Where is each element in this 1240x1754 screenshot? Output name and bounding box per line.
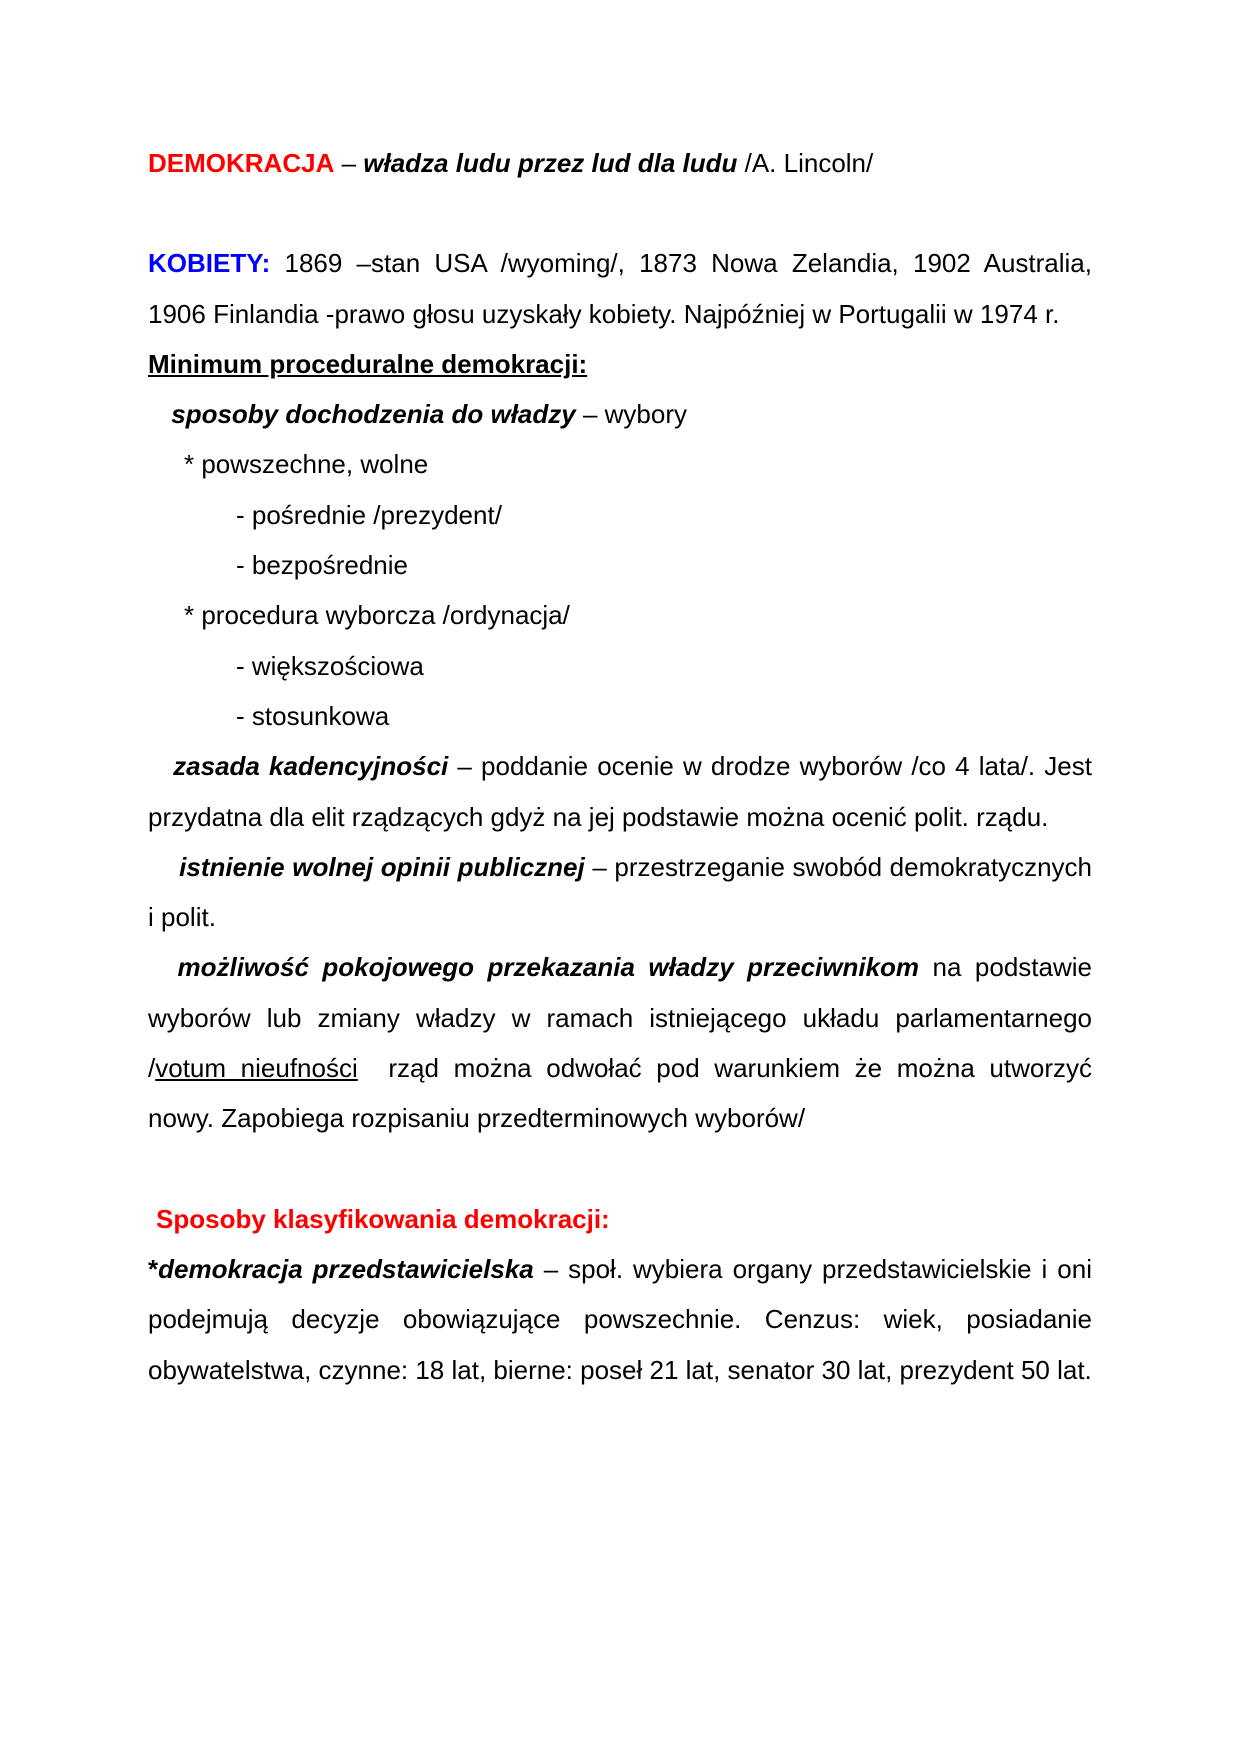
document-page [148,138,1092,1395]
definition-dash: – [334,148,364,178]
item4-rest3: rząd można odwołać pod warunkiem że można utworzyć nowy. Zapobiega rozpisaniu przedterminowych wyborów/ [148,1053,1092,1134]
item1-rest: – wybory [575,399,687,430]
item1-sub1a: - pośrednie /prezydent/ [236,499,502,530]
votum-nieufnosci: votum nieufności [155,1053,358,1084]
item3-term: istnienie wolnej opinii publicznej [179,851,585,882]
kobiety-paragraph [148,238,1092,339]
spacer [148,188,1092,238]
minimum-item-1 [148,389,1092,439]
klasyfikacja-paragraph [148,1244,1092,1395]
minimum-heading: Minimum proceduralne demokracji: [148,348,588,379]
minimum-item-2 [148,741,1092,842]
item1-sub2b: - stosunkowa [236,700,390,731]
item2-term: zasada kadencyjności [173,751,449,782]
definition-text: władza ludu przez lud dla ludu [363,148,738,178]
klasyfikacja-star: * [148,1253,159,1284]
item4-term: możliwość pokojowego przekazania władzy przeciwnikom [177,952,920,983]
item1-sub2: * procedura wyborcza /ordynacja/ [184,600,570,631]
kobiety-label: KOBIETY: [148,248,271,279]
klasyfikacja-term: demokracja przedstawicielska [158,1253,534,1284]
item1-sub1: * powszechne, wolne [184,449,429,480]
definition-line [148,138,1092,188]
minimum-item-4 [148,942,1092,1143]
item4-rest2 [358,1053,373,1083]
klasyfikacja-heading: Sposoby klasyfikowania demokracji: [156,1203,610,1234]
item1-sub2a: - większościowa [236,650,424,681]
definition-source: /A. Lincoln/ [737,148,874,178]
item2-rest: – poddanie ocenie w drodze wyborów /co 4 lata/. Jest przydatna dla elit rządzących gdyż na jej podstawie można ocenić polit. rządu. [148,751,1092,832]
item3-rest: – przestrzeganie swobód demokratycznych i polit. [148,851,1092,933]
minimum-item-3 [148,842,1092,943]
item1-term: sposoby dochodzenia do władzy [171,399,576,430]
term-demokracja: DEMOKRACJA [148,148,335,178]
klasyfikacja-rest: – społ. wybiera organy przedstawicielskie i oni podejmują decyzje obowiązujące powszechnie. Cenzus: wiek, posiadanie obywatelstwa, czynne: 18 lat, bierne: poseł 21 lat, senator 30 lat, prezydent 50 lat. [148,1253,1092,1385]
spacer [148,1144,1092,1194]
item4-rest1: na podstawie wyborów lub zmiany władzy w ramach istniejącego układu parlamentarnego / [148,952,1092,1084]
kobiety-text: 1869 –stan USA /wyoming/, 1873 Nowa Zelandia, 1902 Australia, 1906 Finlandia -prawo głosu uzyskały kobiety. Najpóźniej w Portugalii w 1974 r. [148,248,1092,329]
item1-sub1b: - bezpośrednie [236,550,408,581]
